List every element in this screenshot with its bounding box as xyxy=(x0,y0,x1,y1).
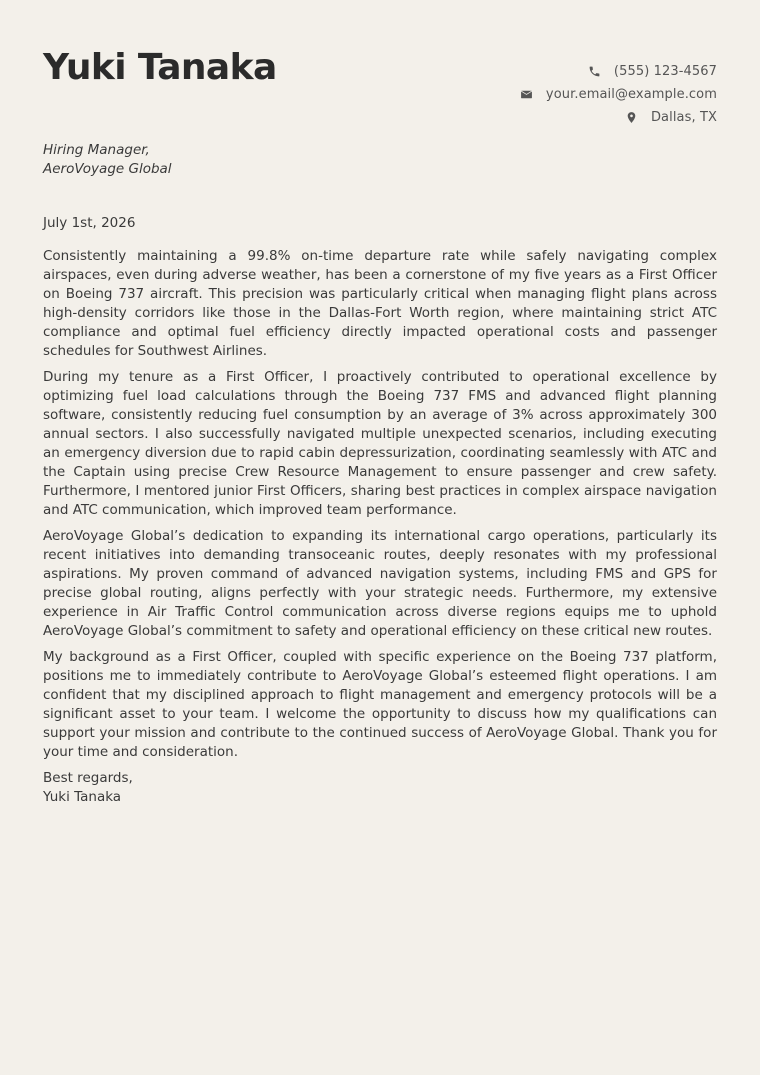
letter-date: July 1st, 2026 xyxy=(43,215,136,231)
closing-signature: Yuki Tanaka xyxy=(43,789,122,805)
body-paragraph: My background as a First Officer, coupled with specific experience on the Boeing 737 platform, positions me to immediately contribute to AeroVoyage Global’s esteemed flight operations. I am confident that my disciplined approach to flight management and emergency protocols will be a significant asset to your team. I welcome the opportunity to discuss how my qualifications can support your mission and contribute to the continued success of AeroVoyage Global. Thank you for your time and consideration. xyxy=(43,649,717,760)
letter-closing xyxy=(43,769,717,807)
letter-body xyxy=(43,247,717,762)
body-paragraph: During my tenure as a First Officer, I proactively contributed to operational excellence by optimizing fuel load calculations through the Boeing 737 FMS and advanced flight planning software, consistently reducing fuel consumption by an average of 3% across approximately 300 annual sectors. I also successfully navigated multiple unexpected scenarios, including executing an emergency diversion due to rapid cabin depressurization, coordinating seamlessly with ATC and the Captain using precise Crew Resource Management to ensure passenger and crew safety. Furthermore, I mentored junior First Officers, sharing best practices in complex airspace navigation and ATC communication, which improved team performance. xyxy=(43,369,717,518)
contact-email xyxy=(520,83,717,106)
map-pin-icon xyxy=(625,111,639,125)
contact-phone xyxy=(520,60,717,83)
envelope-icon xyxy=(520,88,534,102)
contact-location xyxy=(520,106,717,129)
email-address[interactable]: your.email@example.com xyxy=(545,87,717,102)
phone-icon xyxy=(588,65,602,79)
letter-header xyxy=(43,0,717,135)
phone-number: (555) 123-4567 xyxy=(613,64,717,79)
contact-info xyxy=(520,60,717,129)
closing-salutation: Best regards, xyxy=(43,770,133,786)
location-text: Dallas, TX xyxy=(650,110,717,125)
recipient-block xyxy=(43,141,717,179)
body-paragraph: Consistently maintaining a 99.8% on-time departure rate while safely navigating complex airspaces, even during adverse weather, has been a cornerstone of my five years as a First Officer on Boeing 737 aircraft. This precision was particularly critical when managing flight plans across high-density corridors like those in the Dallas-Fort Worth region, where maintaining strict ATC compliance and optimal fuel efficiency directly impacted operational costs and passenger schedules for Southwest Airlines. xyxy=(43,248,717,359)
applicant-name: Yuki Tanaka xyxy=(43,47,277,88)
recipient-title: Hiring Manager, xyxy=(43,142,150,158)
body-paragraph: AeroVoyage Global’s dedication to expanding its international cargo operations, particularly its recent initiatives into demanding transoceanic routes, deeply resonates with my professional aspirations. My proven command of advanced navigation systems, including FMS and GPS for precise global routing, aligns perfectly with your strategic needs. Furthermore, my extensive experience in Air Traffic Control communication across diverse regions equips me to uphold AeroVoyage Global’s commitment to safety and operational efficiency on these critical new routes. xyxy=(43,528,717,639)
recipient-company: AeroVoyage Global xyxy=(43,161,172,177)
